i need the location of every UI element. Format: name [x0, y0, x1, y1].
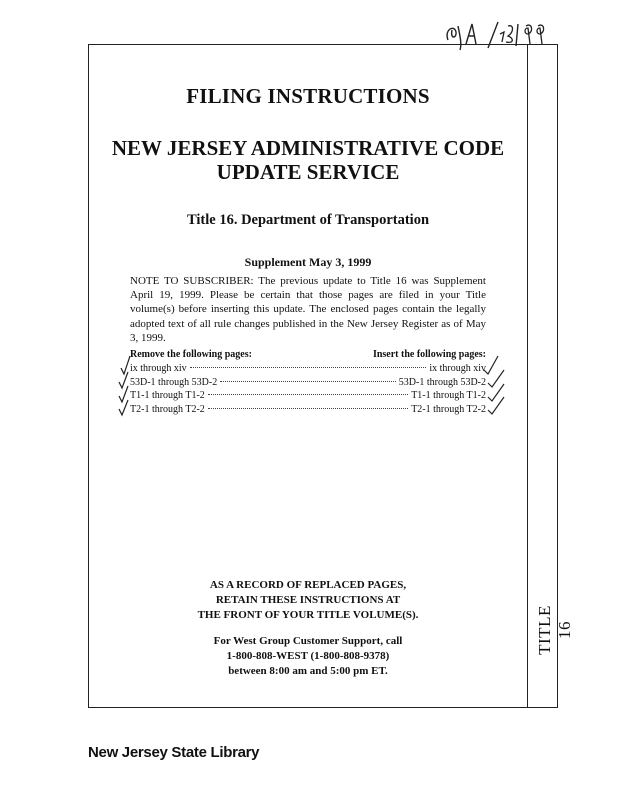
- remove-pages-cell: ix through xiv: [130, 363, 187, 374]
- insert-pages-cell: 53D-1 through 53D-2: [398, 376, 486, 388]
- insert-pages-cell: T2-1 through T2-2: [411, 403, 486, 415]
- table-row: [130, 404, 486, 418]
- page-replacement-table: [130, 349, 486, 417]
- table-header-row: [130, 349, 486, 363]
- tab-divider-line: [527, 44, 528, 708]
- title-tab-label: TITLE 16: [535, 605, 574, 655]
- record-line: THE FRONT OF YOUR TITLE VOLUME(S).: [197, 609, 419, 621]
- code-title-line-1: NEW JERSEY ADMINISTRATIVE CODE: [111, 136, 505, 160]
- remove-pages-header: Remove the following pages:: [130, 349, 252, 360]
- remove-pages-cell: T1-1 through T1-2: [130, 390, 205, 401]
- note-to-subscriber: NOTE TO SUBSCRIBER: The previous update to Title 16 was Supplement April 19, 1999. Please be certain that those pages are filed in your Title volume(s) before inserting this update. The enclosed pages contain the legally adopted text of all rule changes published in the New Jersey Register as of May 3, 1999.: [130, 275, 486, 344]
- title-department-heading: Title 16. Department of Transportation: [186, 212, 430, 228]
- code-title: [90, 136, 526, 184]
- dot-leader: [208, 394, 408, 395]
- dot-leader: [208, 408, 408, 409]
- insert-pages-header: Insert the following pages:: [372, 349, 486, 360]
- table-row: [130, 363, 486, 377]
- record-line: AS A RECORD OF REPLACED PAGES,: [209, 579, 407, 591]
- support-line: For West Group Customer Support, call: [213, 635, 403, 647]
- remove-pages-cell: T2-1 through T2-2: [130, 403, 205, 415]
- support-line: between 8:00 am and 5:00 pm ET.: [228, 665, 388, 677]
- record-line: RETAIN THESE INSTRUCTIONS AT: [215, 594, 401, 606]
- library-footer: New Jersey State Library: [88, 744, 260, 761]
- record-instructions: [150, 578, 466, 623]
- filing-instructions-title: FILING INSTRUCTIONS: [186, 84, 430, 108]
- customer-support-info: [150, 634, 466, 679]
- support-line: 1-800-808-WEST (1-800-808-9378): [226, 650, 390, 662]
- dot-leader: [220, 381, 396, 382]
- table-row: [130, 377, 486, 391]
- supplement-heading: Supplement May 3, 1999: [244, 255, 372, 269]
- insert-pages-cell: T1-1 through T1-2: [411, 390, 486, 401]
- code-title-line-2: UPDATE SERVICE: [216, 160, 400, 184]
- remove-pages-cell: 53D-1 through 53D-2: [130, 376, 218, 388]
- insert-pages-cell: ix through xiv: [429, 363, 486, 374]
- handwritten-note-signature: [440, 14, 560, 54]
- dot-leader: [190, 367, 427, 368]
- table-row: [130, 390, 486, 404]
